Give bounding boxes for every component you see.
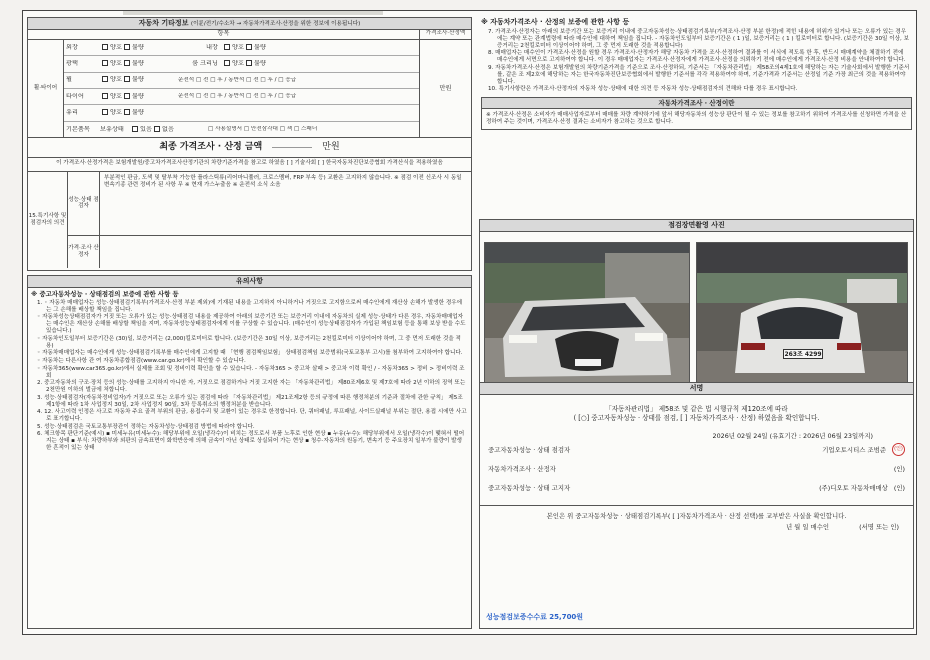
notice-item: ◦ 자동차365(www.car365.go.kr)에서 실제를 조회 및 정비이력 확인을 할 수 있습니다. - 자동차365 > 중고차 살때 > 중고차 이력 확인 / - 자동차365 > 정비 > 정비이력 조회: [37, 365, 465, 379]
other-info-row-extra: □ 사용설명서 □ 안전삼각대 □ 잭 □ 스패너: [208, 126, 318, 133]
other-info-section: [27, 17, 472, 271]
option-group: [98, 44, 176, 52]
signature-role: 중고자동차성능 · 상태 점검자: [488, 445, 571, 454]
special-perf-text: 부분적인 판금, 도색 및 탈부착 가능한 플라스틱류(리어마니퓰러, 크로스멤버, FRP 부속 등) 교환은 고지하지 않습니다. ※ 점검 이전 신조사 시 동일 변속기종 관련 정비가 된 사항 무 ※ 현재 가스누출음 ※ 운전석 소식 소음: [104, 174, 462, 188]
photo-section: [479, 219, 914, 392]
price-notice-item: 10. 특기사항란은 가격조사·산정자의 자동차 성능·상태에 대한 의견 등 자동차 성능·상태점검자의 견해와 다를 경우 표시합니다.: [488, 86, 798, 93]
checkbox[interactable]: [246, 60, 252, 66]
option-label: 양호: [110, 60, 122, 68]
option-label: 불량: [131, 109, 144, 117]
other-info-row-label: 휠: [66, 76, 72, 84]
checkbox[interactable]: [102, 44, 108, 50]
other-info-row: [64, 56, 419, 72]
option-label: 양호: [232, 43, 244, 51]
other-info-row-label: 광택: [66, 60, 78, 68]
checkbox[interactable]: [224, 44, 230, 50]
special-price-text[interactable]: [100, 236, 471, 268]
option-label: 양호: [232, 60, 244, 68]
receipt-mark: (서명 또는 인): [859, 523, 899, 532]
right-column: [479, 17, 914, 629]
signature-confirm-line: ( [○] 중고자동차성능 · 상태를 점검, [ ] 자동차가격조사 · 산정) 하였음을 확인합니다.: [573, 413, 820, 422]
seal-mark[interactable]: (인): [893, 464, 905, 473]
signature-section: [479, 382, 914, 629]
signature-row: [488, 459, 905, 478]
option-group: [98, 109, 176, 117]
checkbox[interactable]: [124, 109, 130, 115]
license-plate: 263조 4299: [784, 351, 822, 358]
price-notice-header: ※ 자동차가격조사 · 산정의 보증에 관한 사항 등: [481, 18, 630, 26]
signature-role: 자동차가격조사 · 산정자: [488, 464, 556, 473]
option-group: [98, 60, 176, 68]
other-info-header: [28, 18, 471, 30]
option-label: 있음: [140, 125, 152, 133]
option-label: 양호: [110, 43, 122, 51]
notice-item: 3. 성능·상태점검자(자동차정비업자)가 거짓으로 또는 오류가 있는 점검에 따라 「자동차관리법」 제21조제2항 등의 규정에 따른 행정처분의 기준과 절차에 관한 규칙」 제5조제1항에 따라 1차 사업정지 30일, 2차 사업정지 90일, 3차 등록취소의 행정처분을 받습니다.: [37, 394, 463, 408]
price-basis-line: 이 가격조사·산정가격은 보험개발원/중고차가격조사산정기관의 차량기준가격을 참고로 하였음 [ ] 기술사회 [ ] 한국자동차진단보증협회 가격산식을 적용하였음: [28, 158, 471, 172]
option-label: 불량: [131, 76, 144, 84]
checkbox[interactable]: [124, 93, 130, 99]
option-label: 불량: [131, 60, 144, 68]
checkbox[interactable]: [124, 44, 130, 50]
signature-role: 중고자동차성능 · 상태 고지자: [488, 483, 571, 492]
other-info-row: [64, 89, 419, 105]
front-car-photo: [484, 242, 690, 390]
rear-car-photo: [696, 242, 908, 390]
other-info-colhead: [28, 30, 471, 40]
receipt-date-row: [484, 520, 909, 531]
inspection-document-page: [22, 10, 917, 635]
price-def-header: 자동차가격조사 · 산정이란: [482, 98, 911, 109]
inspection-fee: 성능점검보증수수료 25,700원: [486, 613, 584, 622]
special-notes-body: [68, 172, 471, 268]
receipt-date: 년 월 일 매수인: [785, 523, 830, 532]
other-info-row: [64, 105, 419, 121]
signer-name: 기업오토시티스 조범준: [822, 445, 886, 454]
rear-car-image: [697, 243, 908, 390]
option-label: 불량: [131, 92, 144, 100]
price-notice-item: 8. 매매업자는 매수인이 가격조사·산정을 원할 경우 가격조사·산정자가 해당 자동차 가격을 조사·산정하여 결과를 이 서식에 적도록 한 후, 반드시 매매계약을 체결하기 전에 매수인에게 서면으로 고지하여야 합니다. 이 경우 매매업자는 가격조사·산정자에게 가격조사·산정을 의뢰하기 전에 매수인에게 가격조사·산정 비용을 안내하여야 합니다.: [488, 50, 906, 64]
special-perf-label: 성능·상태 점검자: [68, 172, 100, 235]
wheel-group-label: 휠·타이어: [28, 40, 64, 137]
price-notice-item: 7. 가격조사·산정자는 아래의 보증기간 또는 보증거리 이내에 중고자동차성능·상태점검기록부(가격조사·산정 부분 한정)에 적힌 내용에 허위가 있거나 또는 오류가 있는 경우에는 계약 또는 관계법령에 따라 매수인에 대하여 책임을 집니다. - 자동차인도일부터 보증기간은 ( 1 )일, 보증거리는 ( 1 ) 킬로미터로 합니다. (보증기간은 30일 이상, 보증거리는 2천킬로미터 이상이어야 하며, 그 중 먼저 도래한 것을 적용합니다): [488, 28, 909, 49]
price-def-text: ※ 가격조사·산정은 소비자가 매매사업자로부터 매매를 차량 계약하기에 앞서 해당자동차의 성능상 판단이 될 수 있는 정보를 참고하기 위하여 가격조사를 신청하면 가격을 산정하여 주는 것이며, 가격조사·산정 결과는 소비자가 참고하는 것으로 합니다.: [486, 112, 907, 126]
option-label: 없음: [161, 125, 174, 133]
option-group-2: [220, 60, 268, 68]
notice-item: 1. ◦ 자동차 매매업자는 성능·상태점검기록부(가격조사·산정 부분 제외)에 기재된 내용을 고지하지 아니하거나 거짓으로 고지함으로써 매수인에게 재산상 손해가 발생한 경우에는 그 손해를 배상할 책임을 집니다.: [37, 299, 463, 313]
other-info-row-label: 외장: [66, 43, 78, 51]
other-info-row: [64, 122, 419, 138]
notice-item: 5. 성능·상태점검은 국토교통부장관이 정하는 자동차성능·상태점검 방법에 따라야 합니다.: [37, 423, 255, 430]
other-info-note: (이륜/전기/수소차 → 자동차가격조사·산정을 위한 정보에 이용됩니다): [190, 21, 361, 27]
other-info-rows: [64, 40, 419, 137]
special-perf-row: [68, 172, 471, 236]
notice-subhead: ※ 중고자동차성능 · 상태점검의 보증에 관한 사항 등: [31, 289, 179, 298]
signature-row: [488, 440, 905, 459]
notice-item: 2. 중고자동차의 구조·장치 등의 성능·상태를 고지하지 아니한 자, 거짓으로 점검하거나 거짓 고지한 자는 「자동차관리법」 제80조제6호 및 제7호에 따라 2년 이하의 징역 또는 2천만원 이하의 벌금에 처합니다.: [37, 380, 466, 394]
option-label: 양호: [110, 76, 122, 84]
option-label: 양호: [110, 92, 122, 100]
final-price-label: 최종 가격조사 · 산정 금액: [159, 141, 263, 152]
col-item: 항목: [217, 29, 230, 37]
other-info-title: 자동차 기타정보: [138, 19, 189, 27]
other-info-row: [64, 73, 419, 89]
page-edge: [123, 11, 383, 15]
won-cell: 만원: [419, 40, 471, 137]
special-notes: [28, 172, 471, 268]
option-label: 불량: [253, 60, 266, 68]
option-label: 양호: [110, 109, 122, 117]
notice-section: [27, 275, 472, 629]
signature-header: 서명: [480, 383, 913, 395]
checkbox[interactable]: [124, 76, 130, 82]
other-info-row-extra: 운전석 □ 전 □ 후 / 동반석 □ 전 □ 후 / □ 응급: [178, 93, 297, 100]
seal-stamp[interactable]: (인): [892, 443, 905, 456]
other-info-row-extra: 운전석 □ 전 □ 후 / 동반석 □ 전 □ 후 / □ 응급: [178, 76, 297, 83]
other-info-row-sublabel: 보유상태: [100, 125, 124, 133]
front-car-image: [485, 243, 690, 390]
price-def-box: [481, 97, 912, 130]
other-info-row-label2: 룸 크리닝: [192, 60, 218, 68]
special-price-label: 가격·조사 산정자: [68, 236, 100, 268]
signature-row: [488, 478, 905, 497]
final-price-row: [28, 138, 471, 158]
option-label: 불량: [131, 43, 144, 51]
notice-item: ◦ 자동차매매업자는 매수인에게 성능·상태점검기록부를 매수인에게 고지할 때 「현행 점검책임보험」 상태점검책임 보증범위(국토교통부 고시)를 첨부하여 고지하여야 합니다.: [37, 350, 463, 357]
checkbox[interactable]: [224, 60, 230, 66]
signature-date: 2026년 02월 24일 (유효기간 : 2026년 06월 23일까지): [712, 432, 873, 441]
option-group: [98, 76, 176, 84]
receipt-line: 본인은 위 중고자동차성능 · 상태점검기록부( [ ]자동차가격조사 · 산정 선택)를 교부받은 사실을 확인합니다.: [546, 512, 847, 521]
signature-rows: [480, 440, 913, 497]
notice-item: ◦ 자동차는 다른사항 관 여 자동차종합점검(www.car.go.kr)에서 확인할 수 있습니다.: [37, 358, 246, 364]
col-price: 가격조사·산정액: [419, 30, 471, 39]
other-info-row-label: 기본품목: [66, 125, 90, 133]
special-price-row: [68, 236, 471, 268]
other-info-row-label2: 내장: [206, 43, 218, 51]
other-info-grid: [28, 40, 471, 138]
signature-law-line: 「자동차관리법」 제58조 및 같은 법 시행규칙 제120조에 따라: [605, 404, 788, 413]
checkbox[interactable]: [154, 126, 160, 132]
price-notice-list: [479, 28, 914, 95]
other-info-row-label: 타이어: [66, 92, 84, 100]
other-info-row-label: 유리: [66, 109, 78, 117]
receipt-block: [480, 505, 913, 531]
price-notice-section: [479, 17, 914, 221]
checkbox[interactable]: [102, 93, 108, 99]
notice-list: [28, 300, 471, 453]
photo-header: 점검장면촬영 사진: [480, 220, 913, 232]
checkbox[interactable]: [246, 44, 252, 50]
checkbox[interactable]: [102, 109, 108, 115]
option-label: 불량: [253, 43, 266, 51]
signer-name: (주)디오토 자동차매매상: [819, 483, 888, 492]
option-group: [98, 93, 176, 101]
final-price-unit: 만원: [322, 141, 340, 152]
left-column: [27, 17, 472, 629]
checkbox[interactable]: [132, 126, 138, 132]
notice-item: ◦ 자동차성능상태점검자가 거짓 또는 오류가 있는 성능·상태점검 내용을 제공하여 아래의 보증기간 또는 보증거리 이내에 자동차의 실제 성능·상태가 다른 경우, 자동차매매업자는 매수인은 재산상 손해를 배상할 책임을 지며, 자동차성능상태점검자에게 이를 구상할 수 있습니다. (매수인이 성능상태점검자가 가입된 책임보험 등을 통해 보상 받을 수도 있습니다.): [37, 314, 466, 335]
option-group: [128, 126, 206, 134]
option-group-2: [220, 44, 268, 52]
notice-item: 6. 체크항목 판단기준(예시) ▪ 미세누유(미세누수): 해당부위에 오일(냉각수)이 비치는 정도로서 부품 노후로 인한 현상 ▪ 누유(누수): 해당부위에서 오일(냉각수)이 맺혀서 떨어지는 상태 ▪ 부식: 차량하부와 외판의 금속표면이 화학반응에 의해 금속이 아닌 상태로 상실되어 가는 현상 ▪ 청수·자동차의 원동기, 변속기 등 주요장치 일부가 불량이 발생한 흔적이 있는 상태: [37, 431, 465, 452]
price-notice-item: 9. 자동차가격조사·산정은 보험개발원의 차량기준가격을 기준으로 조사·산정하되, 기준서는 「자동차관리법」 제58조의4제1호에 해당하는 자는 기술사회에서 발행한 기준서를, 같은 조 제2호에 해당하는 자는 한국자동차진단보증협회에서 발행한 기준서를 각각 적용하여야 하며, 기준가격과 기준서는 산정일 기준 가장 최근의 것을 적용하여야 합니다.: [488, 64, 910, 85]
checkbox[interactable]: [124, 60, 130, 66]
notice-item: ◦ 자동차인도일부터 보증기간은 (30)일, 보증거리는 (2,000)킬로미터로 합니다. (보증기간은 30일 이상, 보증거리는 2천킬로미터 이상이어야 하며, 그 중 먼저 도래한 것을 적용): [37, 335, 461, 349]
final-price-field[interactable]: [272, 147, 312, 148]
seal-mark[interactable]: (인): [893, 483, 905, 492]
special-notes-label: 15.특기사항 및 점검자의 의견: [28, 172, 68, 268]
notice-item: 4. 12. 사고이력 인정은 사고로 자동차 주요 골격 부위의 판금, 용접수리 및 교환이 있는 경우로 한정합니다. 단, 쿼터패널, 루프패널, 사이드실패널 부위는 절단, 용접 시에만 사고로 표기합니다.: [37, 409, 467, 423]
checkbox[interactable]: [102, 60, 108, 66]
notice-header: 유의사항: [28, 276, 471, 288]
checkbox[interactable]: [102, 76, 108, 82]
other-info-row: [64, 40, 419, 56]
